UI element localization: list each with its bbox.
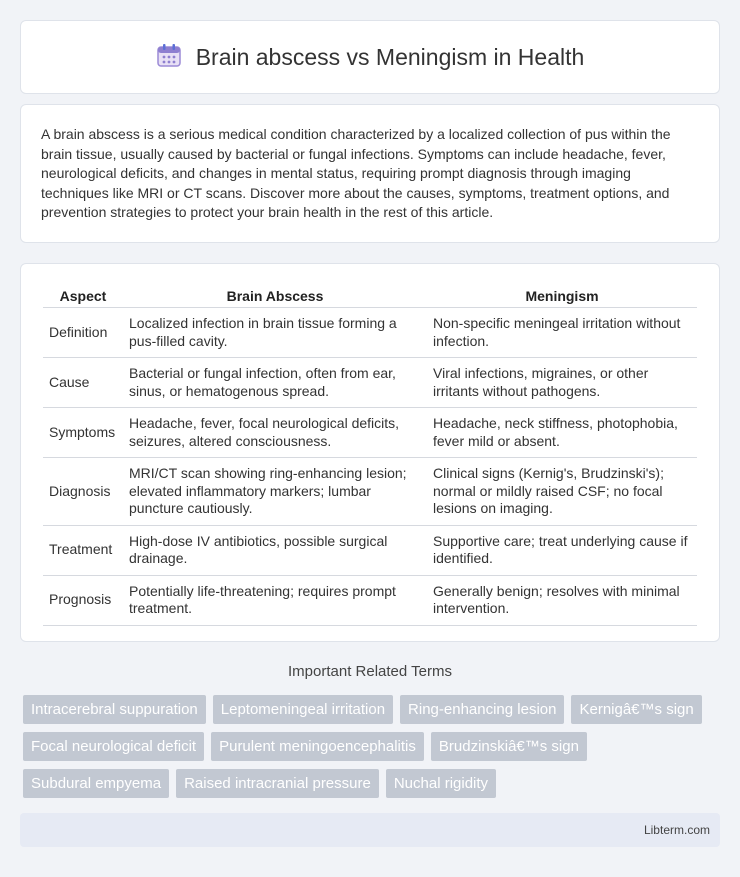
header-meningism: Meningism — [427, 282, 697, 308]
related-term-tag[interactable]: Nuchal rigidity — [386, 769, 496, 798]
table-row — [43, 575, 697, 625]
related-term-tag[interactable]: Intracerebral suppuration — [23, 695, 206, 724]
comparison-table — [43, 282, 697, 626]
row-brain-abscess: Bacterial or fungal infection, often from ear, sinus, or hematogenous spread. — [123, 358, 427, 408]
row-aspect: Treatment — [43, 525, 123, 575]
row-aspect: Symptoms — [43, 408, 123, 458]
row-meningism: Supportive care; treat underlying cause if identified. — [427, 525, 697, 575]
table-row — [43, 458, 697, 526]
table-row — [43, 308, 697, 358]
row-aspect: Prognosis — [43, 575, 123, 625]
row-meningism: Clinical signs (Kernig's, Brudzinski's); normal or mildly raised CSF; no focal lesions on imaging. — [427, 458, 697, 526]
related-term-tag[interactable]: Ring-enhancing lesion — [400, 695, 564, 724]
comparison-table-card — [20, 263, 720, 642]
table-row — [43, 358, 697, 408]
table-header-row — [43, 282, 697, 308]
related-term-tag[interactable]: Raised intracranial pressure — [176, 769, 379, 798]
row-brain-abscess: Headache, fever, focal neurological deficits, seizures, altered consciousness. — [123, 408, 427, 458]
row-brain-abscess: MRI/CT scan showing ring-enhancing lesion; elevated inflammatory markers; lumbar puncture cautiously. — [123, 458, 427, 526]
related-term-tag[interactable]: Purulent meningoencephalitis — [211, 732, 424, 761]
header-card — [20, 20, 720, 94]
table-row — [43, 525, 697, 575]
row-aspect: Diagnosis — [43, 458, 123, 526]
row-aspect: Definition — [43, 308, 123, 358]
page-title: Brain abscess vs Meningism in Health — [195, 43, 585, 70]
intro-text: A brain abscess is a serious medical condition characterized by a localized collection of pus within the brain tissue, usually caused by bacterial or fungal infections. Symptoms can include headache, fever, neurological deficits, and changes in mental status, requiring prompt diagnosis through imaging techniques like MRI or CT scans. Discover more about the causes, symptoms, treatment options, and prevention strategies to protect your brain health in the rest of this article. — [41, 126, 671, 220]
related-terms-list — [23, 695, 713, 798]
row-meningism: Generally benign; resolves with minimal intervention. — [427, 575, 697, 625]
table-row — [43, 408, 697, 458]
header-brain-abscess: Brain Abscess — [123, 282, 427, 308]
footer — [20, 813, 720, 847]
row-meningism: Viral infections, migraines, or other irritants without pathogens. — [427, 358, 697, 408]
related-term-tag[interactable]: Brudzinskiâ€™s sign — [431, 732, 587, 761]
related-term-tag[interactable]: Kernigâ€™s sign — [571, 695, 701, 724]
row-meningism: Non-specific meningeal irritation without infection. — [427, 308, 697, 358]
related-term-tag[interactable]: Subdural empyema — [23, 769, 169, 798]
header-aspect: Aspect — [43, 282, 123, 308]
row-brain-abscess: High-dose IV antibiotics, possible surgical drainage. — [123, 525, 427, 575]
footer-site-link[interactable]: Libterm.com — [643, 823, 710, 837]
row-brain-abscess: Localized infection in brain tissue forming a pus-filled cavity. — [123, 308, 427, 358]
related-term-tag[interactable]: Focal neurological deficit — [23, 732, 204, 761]
calendar-icon — [156, 42, 182, 73]
row-brain-abscess: Potentially life-threatening; requires prompt treatment. — [123, 575, 427, 625]
related-term-tag[interactable]: Leptomeningeal irritation — [213, 695, 393, 724]
related-terms-title: Important Related Terms — [288, 663, 452, 680]
row-aspect: Cause — [43, 358, 123, 408]
intro-card — [20, 104, 720, 243]
row-meningism: Headache, neck stiffness, photophobia, fever mild or absent. — [427, 408, 697, 458]
